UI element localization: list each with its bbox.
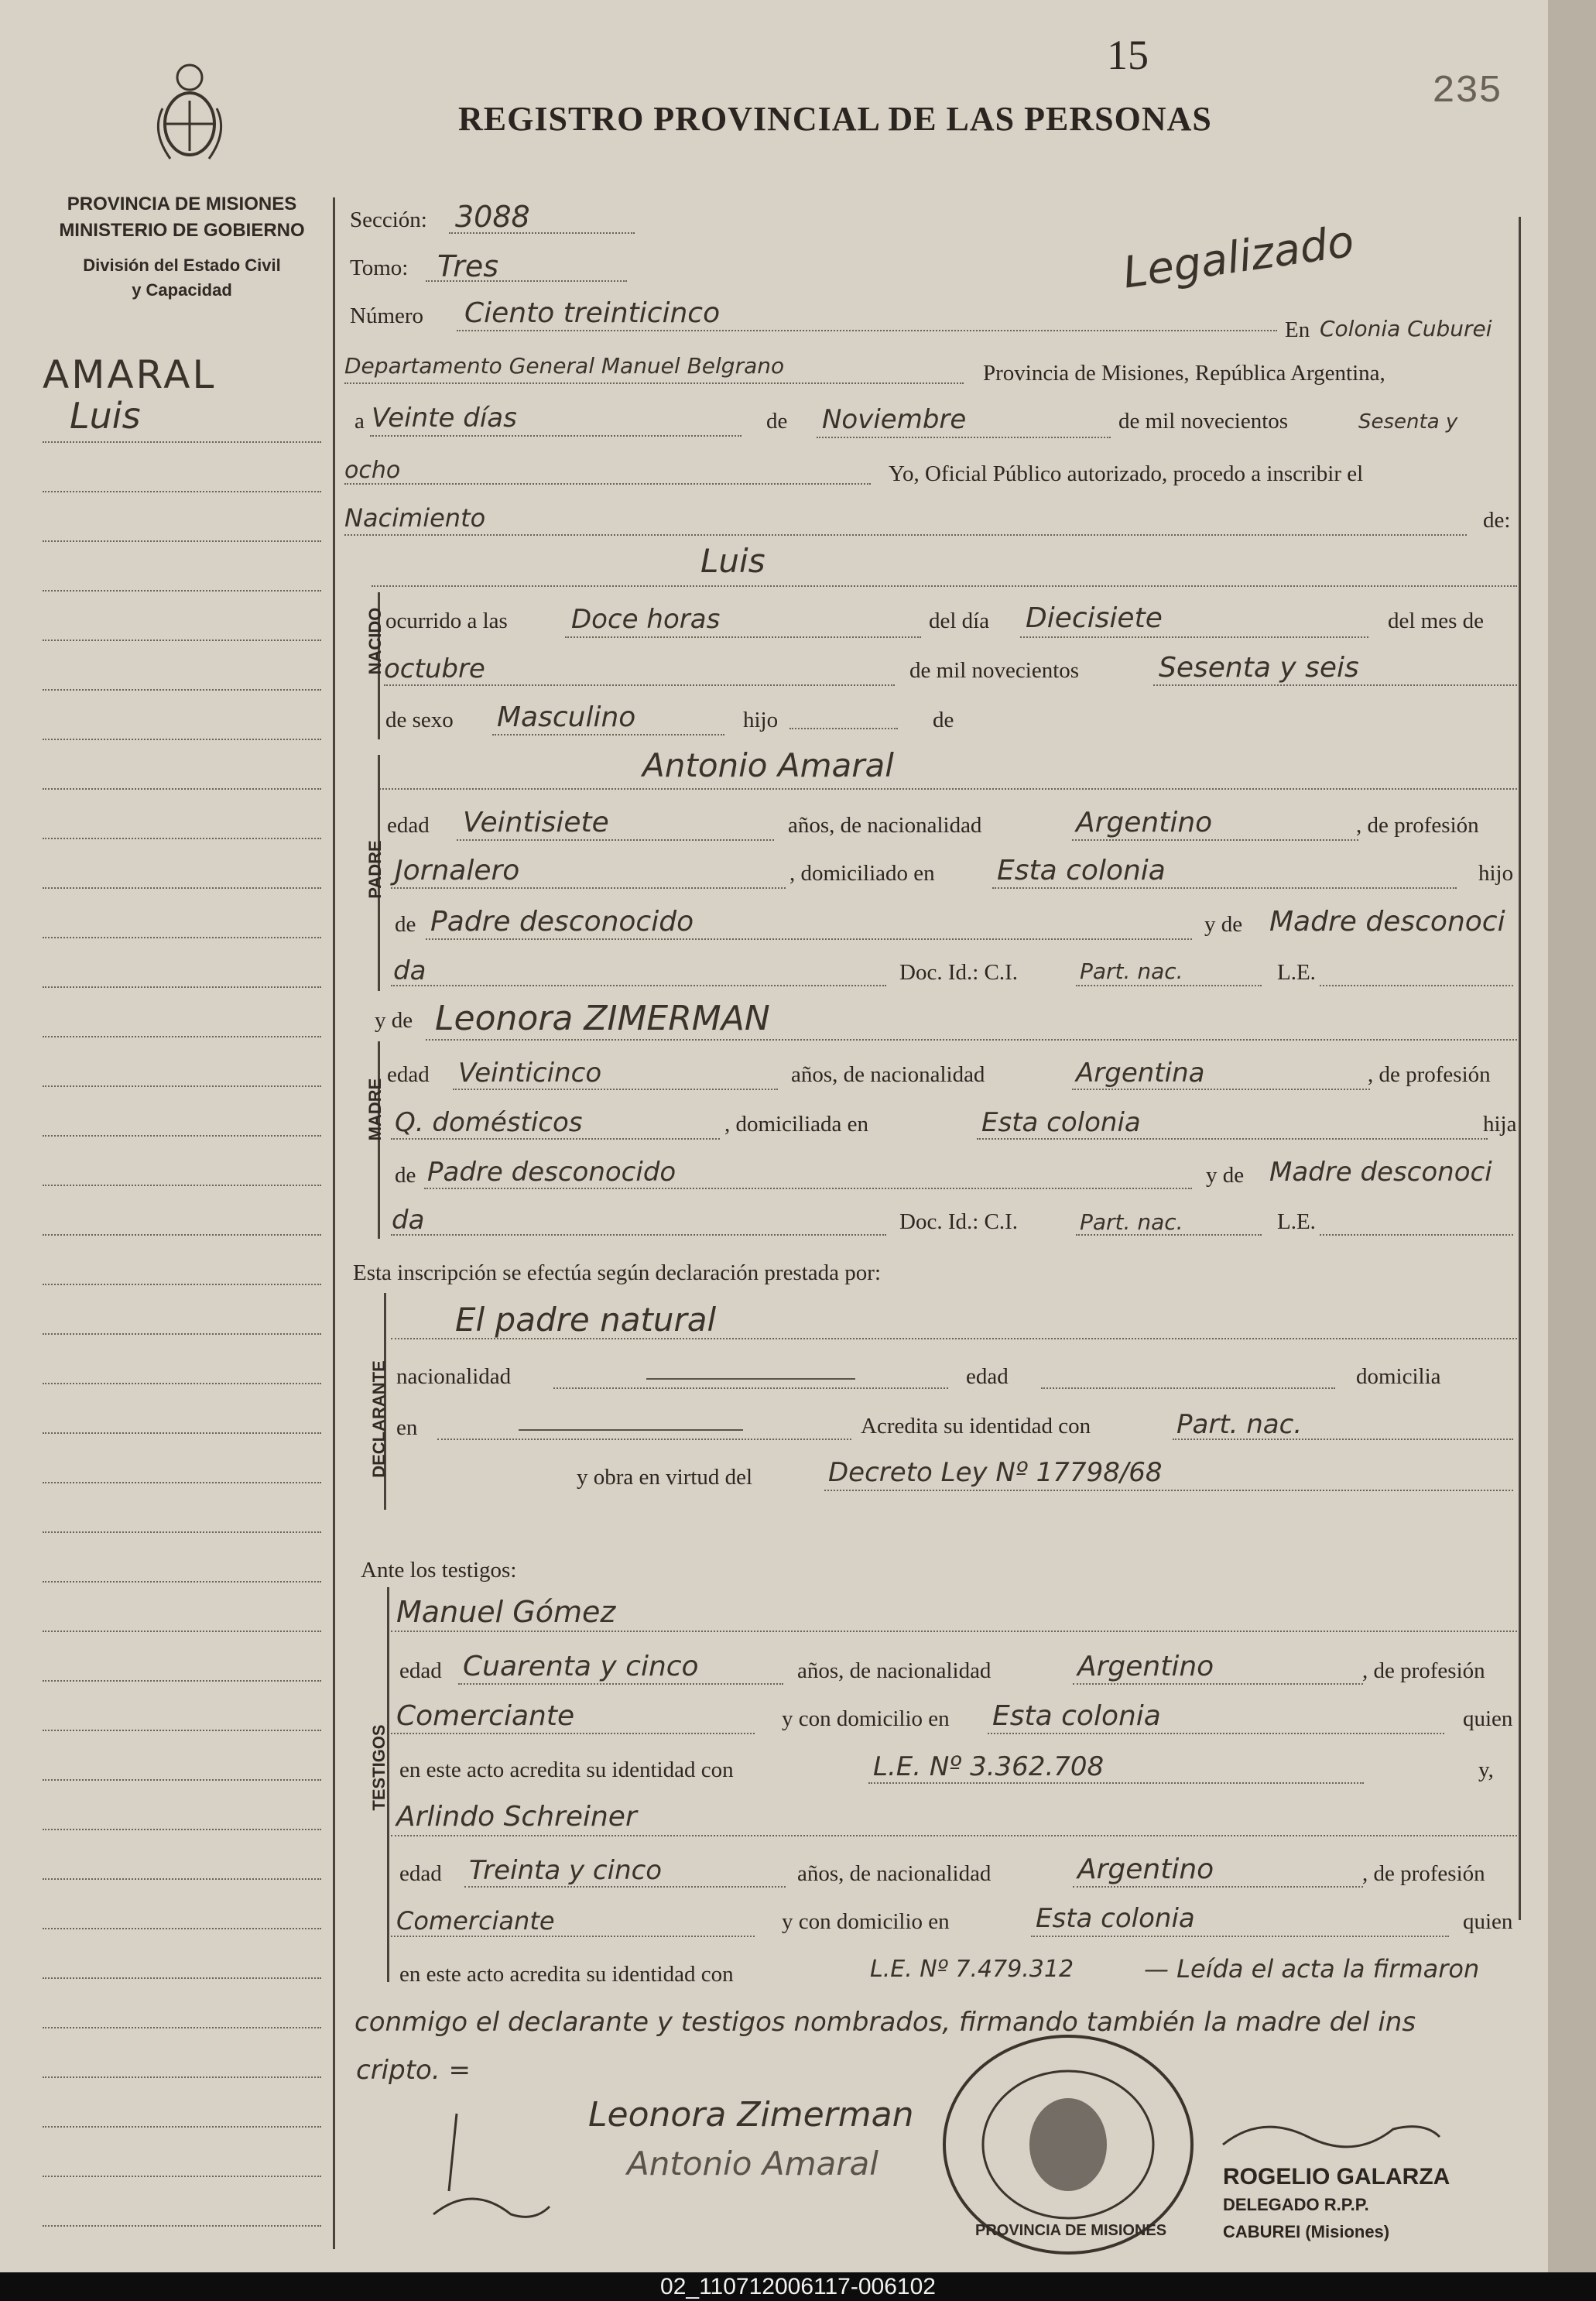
madre-profesion-label: , de profesión [1368,1062,1491,1087]
dia-value: Diecisiete [1026,602,1163,634]
right-rule [1519,217,1521,1920]
padre-nombre: Antonio Amaral [642,746,894,784]
padre-domicilio-value: Esta colonia [997,855,1166,886]
testigos-label: TESTIGOS [369,1724,389,1811]
testigo-1-id-value: L.E. Nº 3.362.708 [873,1751,1105,1782]
margin-rule [43,1730,321,1731]
declarante-acredita-label: Acredita su identidad con [861,1414,1091,1439]
testigo-1-acredita-label: en este acto acredita su identidad con [399,1757,734,1782]
margin-rule [43,1829,321,1830]
org-line-2: MINISTERIO DE GOBIERNO [59,220,305,241]
margin-rule [43,2225,321,2227]
margin-rule [43,540,321,542]
testigo-1-edad-label: edad [399,1658,442,1683]
testigo-y-label: y, [1478,1757,1494,1782]
padre-doc-label: Doc. Id.: C.I. [899,960,1019,985]
stamp-line-3: CABUREI (Misiones) [1223,2222,1390,2241]
margin-rule [43,491,321,492]
madre-doc-label: Doc. Id.: C.I. [899,1209,1019,1234]
margin-rule [43,1185,321,1186]
madre-label: MADRE [365,1078,385,1141]
margin-rule [43,2027,321,2028]
anio-value-1: Sesenta y [1358,410,1458,434]
coat-of-arms-emblem [147,54,232,170]
madre-y-de-label-2: y de [1206,1163,1245,1188]
nacido-mes-value: octubre [384,653,485,684]
margin-rule [43,788,321,790]
testigo-1-nacionalidad-label: años, de nacionalidad [797,1658,992,1683]
margin-rule [43,739,321,740]
left-rule [333,197,335,2249]
tomo-value: Tres [437,249,499,283]
margin-rule [43,1284,321,1285]
margin-rule [43,1482,321,1483]
margin-rule [43,441,321,443]
declarante-acredita-value: Part. nac. [1176,1409,1303,1440]
margin-rule [43,1878,321,1880]
madre-nombre: Leonora ZIMERMAN [435,999,770,1038]
testigo-2-quien-label: quien [1463,1909,1513,1934]
declarante-en-label: en [396,1415,418,1440]
declarante-obra-label: y obra en virtud del [577,1465,753,1490]
org-line-3: División del Estado Civil [83,255,281,275]
margin-rule [43,2126,321,2128]
testigo-1-domicilio-label: y con domicilio en [782,1706,950,1731]
sexo-value: Masculino [497,701,636,733]
departamento-value: Departamento General Manuel Belgrano [344,353,785,379]
padre-madre-de-value-1: Madre desconoci [1269,906,1505,938]
org-line-4: y Capacidad [132,280,232,300]
madre-nacionalidad-label: años, de nacionalidad [791,1062,985,1087]
declarante-edad-label: edad [966,1364,1009,1389]
nacido-label: NACIDO [365,607,385,675]
stamp-line-2: DELEGADO R.P.P. [1223,2195,1369,2214]
margin-rule [43,1977,321,1979]
testigo-1-profesion-label: , de profesión [1362,1658,1485,1683]
margin-surname: AMARAL [43,352,217,397]
padre-padre-de-value: Padre desconocido [430,906,694,938]
mes-value: Noviembre [822,404,967,435]
dia-value: Veinte días [372,403,517,434]
margin-rule [43,1234,321,1236]
margin-rule [43,1036,321,1037]
de-label: de [766,409,788,434]
declarante-intro: Esta inscripción se efectúa según declaración prestada por: [353,1260,882,1285]
madre-profesion-value: Q. domésticos [395,1107,583,1138]
footer-id: 02_110712006117-006102 [0,2272,1596,2301]
madre-doc-value: Part. nac. [1080,1209,1183,1235]
nacido-mil-label: de mil novecientos [909,658,1080,683]
testigo-1-nacionalidad-value: Argentino [1077,1651,1214,1682]
margin-given-name: Luis [70,395,141,437]
madre-nacionalidad-value: Argentina [1076,1058,1205,1089]
official-signature-mark [1215,2106,1447,2160]
testigo-1-domicilio-value: Esta colonia [992,1700,1161,1732]
madre-madre-de-value-1: Madre desconoci [1269,1157,1492,1188]
testigo-1-nombre: Manuel Gómez [396,1595,616,1629]
declarante-domicilia-label: domicilia [1356,1364,1441,1389]
ocurrido-label: ocurrido a las [385,609,508,633]
testigo-2-profesion-label: , de profesión [1362,1861,1485,1886]
hijo-label: hijo [743,708,779,732]
testigo-1-quien-label: quien [1463,1706,1513,1731]
top-signature: Legalizado [1119,216,1358,299]
margin-rule [43,640,321,641]
testigo-2-domicilio-label: y con domicilio en [782,1909,950,1934]
margin-rule [43,1432,321,1434]
seccion-label: Sección: [350,207,427,232]
stamp-number: 235 [1432,70,1502,114]
testigo-1-profesion-value: Comerciante [396,1700,575,1732]
numero-label: Número [350,303,424,328]
page-number: 15 [1107,32,1149,78]
madre-edad-label: edad [387,1062,430,1087]
madre-domicilio-label: , domiciliada en [724,1112,869,1137]
margin-rule [43,2176,321,2177]
margin-rule [43,1383,321,1384]
testigo-2-acredita-label: en este acto acredita su identidad con [399,1962,734,1987]
declarante-label: DECLARANTE [369,1360,389,1478]
closing-line-1: — Leída el acta la firmaron [1144,1954,1480,1984]
mil-label: de mil novecientos [1118,409,1289,434]
closing-line-2: conmigo el declarante y testigos nombrados, firmando también la madre del ins [354,2007,1416,2038]
madre-madre-de-value-2: da [392,1205,425,1236]
margin-rule [43,887,321,889]
padre-doc-value: Part. nac. [1080,958,1183,984]
margin-rule [43,2076,321,2078]
declarant-signature-mark [402,2098,557,2238]
hora-value: Doce horas [571,604,721,635]
testigo-2-nacionalidad-label: años, de nacionalidad [797,1861,992,1886]
margin-rule [43,1779,321,1781]
margin-rule [43,1135,321,1137]
signature-father: Antonio Amaral [627,2145,878,2183]
padre-nacionalidad-value: Argentino [1076,807,1213,838]
madre-edad-value: Veinticinco [458,1058,602,1089]
page-title: REGISTRO PROVINCIAL DE LAS PERSONAS [458,100,1212,138]
en-value: Colonia Cuburei [1320,316,1492,341]
inscripto-value: Luis [700,542,765,580]
margin-rule [43,1085,321,1087]
nacido-anio-value: Sesenta y seis [1159,652,1359,684]
org-line-1: PROVINCIA DE MISIONES [67,194,297,214]
acto-value: Nacimiento [344,503,486,533]
padre-profesion-label: , de profesión [1356,813,1479,838]
margin-rule [43,590,321,592]
padre-domicilio-label: , domiciliado en [789,861,935,886]
provincia-text: Provincia de Misiones, República Argentina, [983,361,1385,386]
padre-profesion-value: Jornalero [395,855,520,886]
testigo-2-domicilio-value: Esta colonia [1036,1903,1195,1934]
oficial-text: Yo, Oficial Público autorizado, procedo a inscribir el [889,461,1364,486]
del-dia-label: del día [929,609,990,633]
madre-le-label: L.E. [1277,1209,1316,1234]
testigo-1-edad-value: Cuarenta y cinco [463,1651,699,1682]
testigo-2-id-value: L.E. Nº 7.479.312 [870,1956,1074,1983]
page-edge [1548,0,1596,2272]
testigo-2-edad-label: edad [399,1861,442,1886]
stamp-name: ROGELIO GALARZA [1223,2164,1450,2190]
testigo-2-profesion-value: Comerciante [396,1906,555,1936]
margin-rule [43,1680,321,1682]
testigo-2-edad-value: Treinta y cinco [469,1855,663,1886]
anio-value-2: ocho [344,457,401,484]
madre-y-de-label: y de [375,1008,413,1033]
padre-edad-value: Veintisiete [463,807,609,838]
a-label: a [354,409,365,434]
margin-rule [43,1531,321,1533]
margin-rule [43,937,321,938]
testigos-intro: Ante los testigos: [361,1558,517,1583]
margin-rule [43,689,321,691]
padre-le-label: L.E. [1277,960,1316,985]
madre-padre-de-value: Padre desconocido [427,1157,676,1188]
declarante-nacionalidad-label: nacionalidad [396,1364,512,1389]
de-colon: de: [1483,508,1511,533]
nacido-de-label: de [933,708,954,732]
signature-mother: Leonora Zimerman [588,2095,914,2135]
padre-madre-de-value-2: da [393,955,426,986]
margin-rule [43,1928,321,1929]
margin-rule [43,1333,321,1335]
padre-y-de-label: y de [1204,912,1243,937]
tomo-label: Tomo: [350,255,409,280]
seccion-value: 3088 [455,200,530,234]
madre-hija-label: hija [1483,1112,1517,1137]
testigo-2-nombre: Arlindo Schreiner [396,1801,637,1833]
madre-de-label: de [395,1163,416,1188]
padre-label: PADRE [365,840,385,899]
margin-rule [43,838,321,839]
sexo-label: de sexo [385,708,454,732]
margin-rule [43,1631,321,1632]
en-label: En [1285,317,1310,342]
madre-domicilio-value: Esta colonia [981,1107,1141,1138]
padre-de-label: de [395,912,416,937]
padre-nacionalidad-label: años, de nacionalidad [788,813,982,838]
testigo-2-nacionalidad-value: Argentino [1077,1853,1214,1885]
declarante-obra-value: Decreto Ley Nº 17798/68 [828,1457,1163,1488]
numero-value: Ciento treinticinco [464,297,721,329]
margin-rule [43,1581,321,1583]
seal-text: PROVINCIA DE MISIONES [975,2222,1167,2239]
margin-rule [43,986,321,988]
del-mes-label: del mes de [1388,609,1485,633]
declarante-nombre: El padre natural [455,1301,717,1339]
closing-line-3: cripto. = [356,2055,471,2086]
padre-edad-label: edad [387,813,430,838]
padre-hijo-label: hijo [1478,861,1514,886]
